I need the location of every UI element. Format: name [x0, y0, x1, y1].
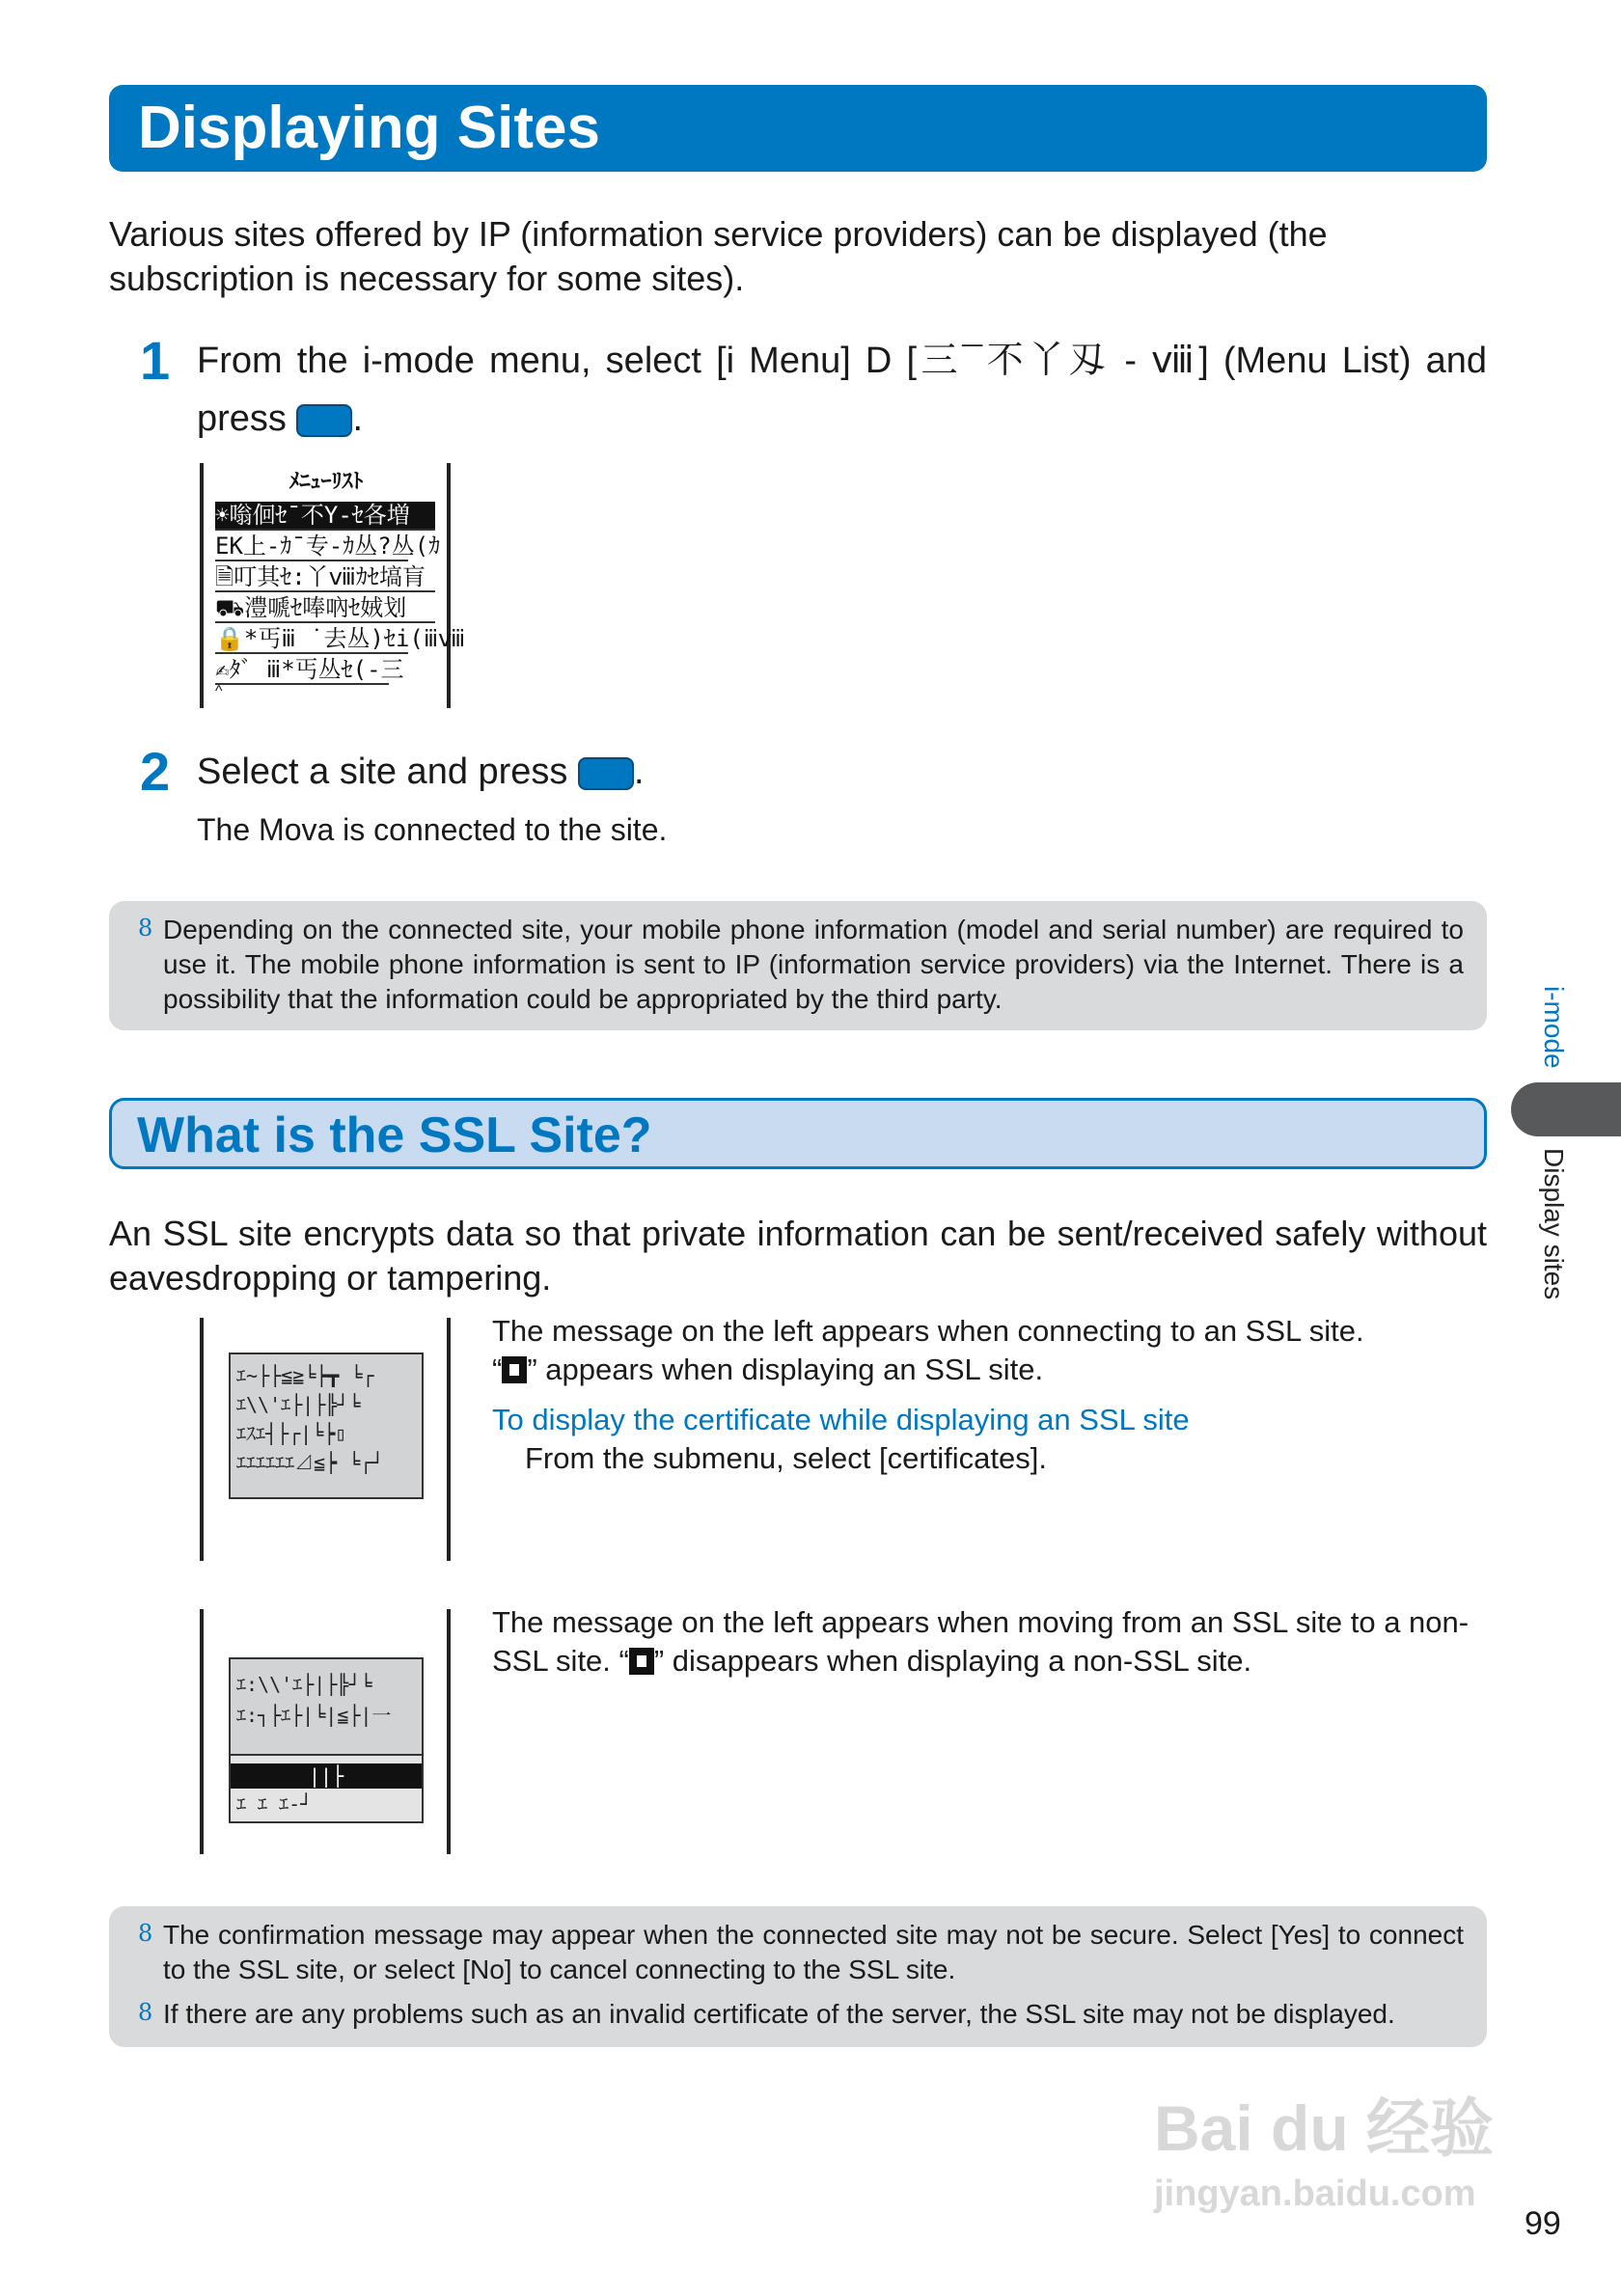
- ssl-connect-line2-text: ” appears when displaying an SSL site.: [527, 1353, 1044, 1386]
- baidu-watermark-logo: Bai du 经验: [1154, 2092, 1495, 2164]
- non-ssl-line2-post: ” disappears when displaying a non-SSL site.: [653, 1644, 1252, 1678]
- step2-text: Select a site and press .: [197, 752, 645, 792]
- note-text: Depending on the connected site, your mobile phone information (model and serial number) are required to use it. The mobile phone information is sent to IP (information service providers) via the Internet. There is a possibility that the information could be appropriated by the third party.: [163, 915, 1464, 1014]
- note-text: If there are any problems such as an invalid certificate of the server, the SSL site may not be displayed.: [163, 1999, 1395, 2029]
- screen-line: ｴｽｴ┤├┌|╘┝▯: [236, 1422, 347, 1445]
- menu-row: 🔒*丐ⅲ ˙去丛)ｾi(ⅲⅷ: [215, 625, 466, 652]
- ssl-lock-icon: [502, 1356, 527, 1383]
- menu-row: 🗎叮其ｾ:丫ⅷｶｾ塙肓: [215, 563, 435, 592]
- note-box: [109, 901, 1487, 1030]
- section-header-ssl-site: [109, 1098, 1487, 1169]
- non-ssl-screen: [229, 1657, 424, 1823]
- certificate-instruction: From the submenu, select [certificates].: [525, 1441, 1047, 1475]
- quote-open: “: [492, 1353, 503, 1386]
- note-bullet: 8: [138, 915, 153, 942]
- step-number-1: 1: [140, 330, 171, 391]
- non-ssl-phone: [200, 1609, 451, 1854]
- select-key-icon: [578, 757, 634, 790]
- sidebar-section-label: Display sites: [1539, 1148, 1569, 1300]
- step2-subtext: The Mova is connected to the site.: [197, 812, 668, 847]
- ssl-connect-phone: [200, 1318, 451, 1561]
- ssl-connect-line2: [492, 1351, 1043, 1389]
- section-header-displaying-sites: [109, 85, 1487, 172]
- step-number-2: 2: [140, 741, 171, 802]
- select-key-icon: [296, 404, 352, 437]
- screen-selected-row: ||├: [231, 1763, 422, 1789]
- screen-line: ｴ:\\'ｴ├|├╠┘╘: [236, 1673, 372, 1696]
- screen-line: ｴ~├├≦≧╘┝┳ ╘┌: [236, 1364, 374, 1387]
- non-ssl-line2-pre: SSL site. “: [492, 1644, 629, 1678]
- note-bullet: 8: [138, 1920, 153, 1947]
- sidebar-chapter-label: i-mode: [1539, 986, 1569, 1069]
- menu-row: EK上-ｶ¯专-ｶ丛?丛(ｶ: [215, 533, 441, 560]
- ssl-lock-icon: [629, 1648, 654, 1675]
- page-number: 99: [1525, 2205, 1561, 2242]
- step1-press-label: press: [197, 398, 287, 439]
- menu-row: ⛟澧嗁ｾ唪吶ｾ娀划: [215, 594, 435, 623]
- note-bullet: 8: [138, 1999, 153, 2026]
- section-title: Displaying Sites: [138, 95, 600, 161]
- ssl-note-box: [109, 1906, 1487, 2047]
- menu-screen-header: ﾒﾆｭｰﾘｽﾄ: [288, 470, 364, 494]
- step1-text-line2: press .: [197, 398, 364, 439]
- section2-title: What is the SSL Site?: [137, 1107, 652, 1163]
- screen-footer: ｴ ｴ ｴ-┘: [236, 1792, 313, 1816]
- ssl-connect-line1: The message on the left appears when connecting to an SSL site.: [492, 1314, 1364, 1348]
- note-text: The confirmation message may appear when the connected site may not be secure. Select [Yes] to connect to the SSL site, or select [No] to cancel connecting to the SSL site.: [163, 1920, 1464, 1984]
- ssl-connect-screen: [229, 1353, 424, 1499]
- menu-row: ✍ﾀﾞ ⅲ*丐丛ｾ(-三: [215, 656, 404, 683]
- menu-list-screen: [200, 463, 466, 708]
- screen-line: ｴ:┐├ｴ├|╘|≦├|一: [236, 1704, 392, 1727]
- baidu-watermark-url: jingyan.baidu.com: [1154, 2173, 1476, 2214]
- non-ssl-line2: [492, 1642, 1251, 1681]
- certificate-heading: To display the certificate while displaying an SSL site: [492, 1403, 1190, 1436]
- step2-label: Select a site and press: [197, 752, 568, 792]
- non-ssl-line1: The message on the left appears when moving from an SSL site to a non-: [492, 1605, 1470, 1639]
- sidebar-chapter-tab: [1511, 1082, 1621, 1136]
- ssl-intro-paragraph: An SSL site encrypts data so that private information can be sent/received safely without eavesdropping or tampering.: [109, 1214, 1487, 1298]
- intro-paragraph: Various sites offered by IP (information service providers) can be displayed (the subscription is necessary for some sites).: [109, 214, 1328, 298]
- step1-text-line1: From the i-mode menu, select [i Menu] D [三¯不丫刄 - ⅷ] (Menu List) and: [197, 341, 1487, 381]
- screen-line: ｴｴｴｴｴｴ⊿≦┝ ╘┌┘: [236, 1451, 384, 1474]
- menu-row: ☀嗡佪ｾ¯不Y-ｾ各増: [215, 502, 435, 531]
- screen-line: ｴ\\'ｴ├|├╠┘╘: [236, 1393, 361, 1416]
- menu-screen-footer: ^: [215, 683, 223, 699]
